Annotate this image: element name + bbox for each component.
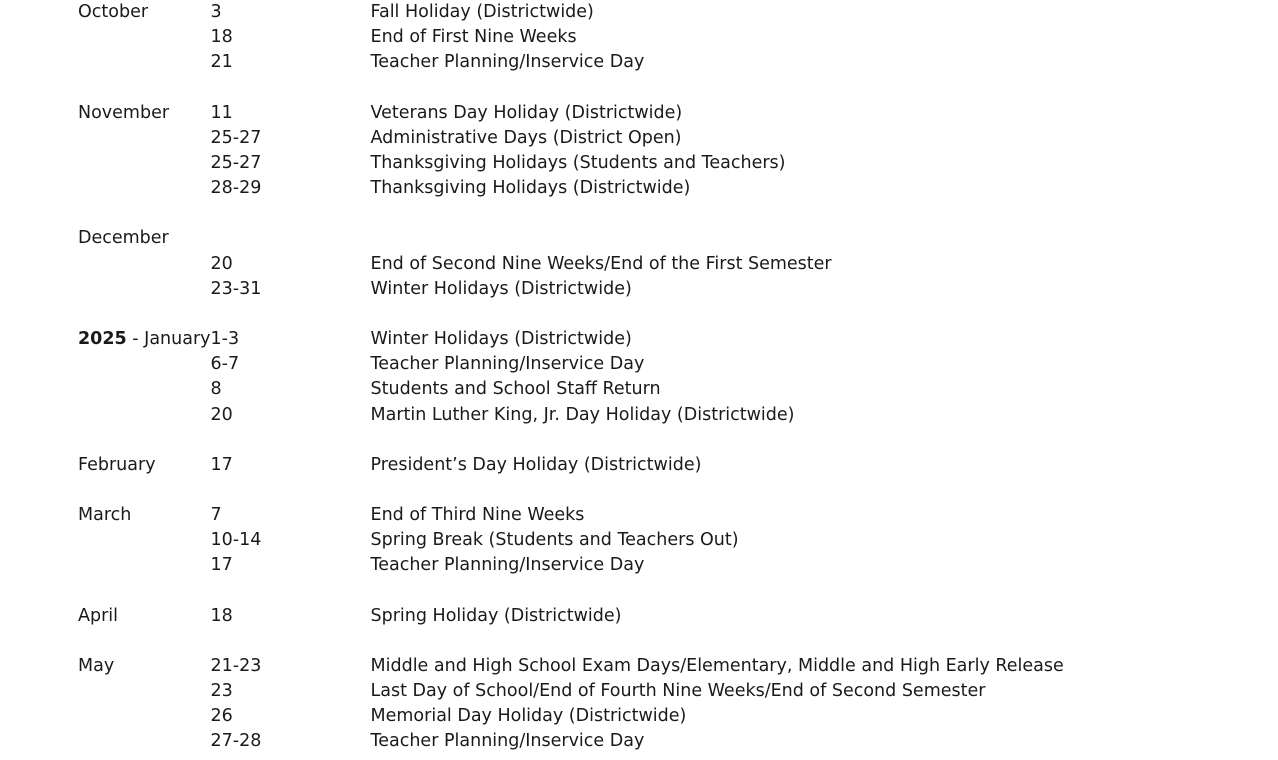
month-cell [0,553,211,578]
month-cell: November [78,102,170,123]
table-row-spacer [0,629,1278,654]
month-cell [0,428,211,453]
month-cell [0,377,211,402]
month-cell-year [0,327,211,352]
day-cell [211,478,371,503]
description-cell: Administrative Days (District Open) [370,127,682,148]
month-cell [0,76,211,101]
day-cell: 11 [210,102,233,123]
day-cell: 28-29 [210,178,262,199]
description-cell: Spring Holiday (Districtwide) [370,605,622,626]
month-cell [0,528,211,553]
month-cell [0,151,211,176]
month-cell: December [78,228,169,249]
day-cell: 25-27 [210,127,262,148]
month-label: - January [126,329,211,350]
table-row [0,101,1278,126]
description-cell: Middle and High School Exam Days/Elementary, Middle and High Early Release [370,655,1064,676]
month-cell [0,50,211,75]
month-cell [0,579,211,604]
table-row [0,704,1278,729]
table-row [0,453,1278,478]
day-cell [211,226,371,251]
month-cell [0,176,211,201]
month-cell: March [78,505,132,526]
month-cell [0,252,211,277]
day-cell [211,201,371,226]
description-cell: President’s Day Holiday (Districtwide) [370,454,702,475]
table-row [0,277,1278,302]
day-cell: 23-31 [210,278,262,299]
description-cell: Veterans Day Holiday (Districtwide) [370,102,683,123]
description-cell: Thanksgiving Holidays (Districtwide) [370,178,691,199]
month-cell [0,25,211,50]
day-cell: 10-14 [210,530,262,551]
month-cell [0,201,211,226]
table-row [0,654,1278,679]
month-cell [0,629,211,654]
table-row [0,25,1278,50]
day-cell [211,579,371,604]
month-cell [0,126,211,151]
day-cell: 21 [210,52,233,73]
day-cell: 18 [210,27,233,48]
table-row [0,729,1278,754]
description-cell: Martin Luther King, Jr. Day Holiday (Districtwide) [370,404,795,425]
table-row [0,352,1278,377]
day-cell [211,302,371,327]
table-row [0,528,1278,553]
day-cell [211,629,371,654]
month-cell: October [78,2,149,22]
table-row-spacer [0,302,1278,327]
day-cell: 27-28 [210,731,262,752]
table-row-spacer [0,201,1278,226]
month-cell [0,478,211,503]
description-cell: End of Third Nine Weeks [370,505,585,526]
day-cell: 20 [210,404,233,425]
table-row [0,252,1278,277]
month-cell [0,704,211,729]
table-row-spacer [0,76,1278,101]
month-cell [0,403,211,428]
day-cell [211,428,371,453]
day-cell [211,76,371,101]
table-row [0,503,1278,528]
table-row [0,403,1278,428]
table-row-spacer [0,428,1278,453]
day-cell: 6-7 [210,354,240,375]
description-cell: Teacher Planning/Inservice Day [370,731,645,752]
table-row [0,0,1278,25]
table-row-spacer [0,478,1278,503]
day-cell: 17 [210,454,233,475]
day-cell: 21-23 [210,655,262,676]
table-row [0,377,1278,402]
description-cell: Memorial Day Holiday (Districtwide) [370,706,687,727]
description-cell: Winter Holidays (Districtwide) [370,278,632,299]
description-cell [371,478,1278,503]
description-cell [371,226,1278,251]
day-cell: 8 [210,379,222,400]
month-cell [0,277,211,302]
table-row [0,151,1278,176]
table-row-spacer [0,579,1278,604]
description-cell: Teacher Planning/Inservice Day [370,52,645,73]
description-cell: Spring Break (Students and Teachers Out) [370,530,739,551]
table-row [0,226,1278,251]
month-cell [0,352,211,377]
day-cell: 23 [210,681,233,702]
day-cell: 3 [210,2,222,22]
description-cell: Thanksgiving Holidays (Students and Teachers) [370,153,786,174]
month-cell: February [78,454,156,475]
month-cell [0,679,211,704]
day-cell: 17 [210,555,233,576]
day-cell: 20 [210,253,233,274]
table-row [0,679,1278,704]
description-cell: Fall Holiday (Districtwide) [370,2,594,22]
table-row [0,126,1278,151]
year-label: 2025 [78,329,127,350]
description-cell [371,201,1278,226]
table-row [0,176,1278,201]
month-cell [0,729,211,754]
description-cell: End of First Nine Weeks [370,27,577,48]
day-cell: 18 [210,605,233,626]
description-cell: Winter Holidays (Districtwide) [370,329,632,350]
description-cell [371,579,1278,604]
description-cell [371,629,1278,654]
table-row [0,50,1278,75]
description-cell: Teacher Planning/Inservice Day [370,555,645,576]
table-row [0,604,1278,629]
day-cell: 7 [210,505,222,526]
description-cell [371,428,1278,453]
description-cell [371,76,1278,101]
day-cell: 26 [210,706,233,727]
month-cell [0,302,211,327]
description-cell: End of Second Nine Weeks/End of the First Semester [370,253,832,274]
month-cell: May [78,655,115,676]
description-cell [371,302,1278,327]
description-cell: Students and School Staff Return [370,379,661,400]
day-cell: 1-3 [210,329,240,350]
description-cell: Last Day of School/End of Fourth Nine Weeks/End of Second Semester [370,681,986,702]
table-row [0,327,1278,352]
table-row [0,553,1278,578]
description-cell: Teacher Planning/Inservice Day [370,354,645,375]
day-cell: 25-27 [210,153,262,174]
month-cell: April [78,605,118,626]
